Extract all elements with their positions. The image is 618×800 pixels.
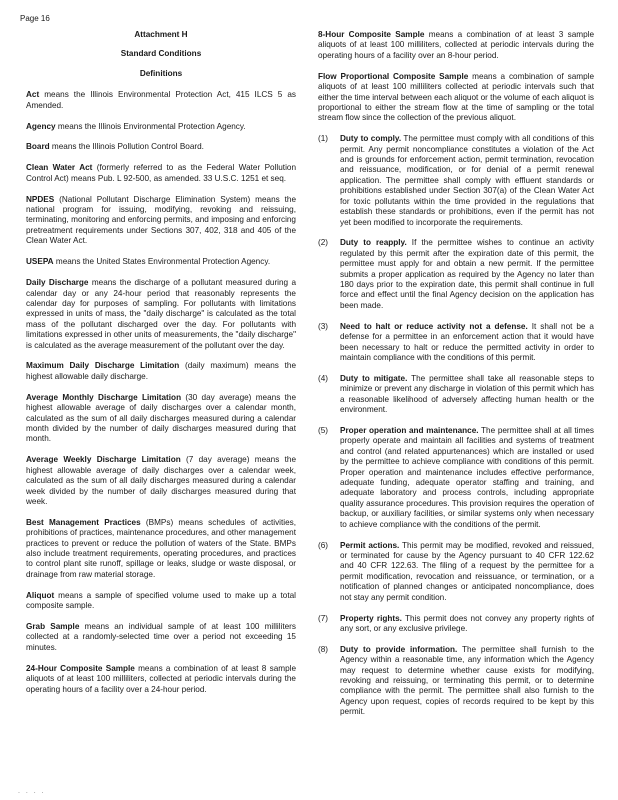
- right-definitions-list: [318, 30, 594, 124]
- condition-title: Duty to mitigate.: [340, 373, 408, 383]
- condition-item: [318, 426, 594, 530]
- condition-item: [318, 645, 594, 718]
- definition-paragraph: [26, 90, 296, 111]
- definition-term: Act: [26, 90, 40, 100]
- definition-term: Clean Water Act: [26, 163, 93, 173]
- condition-number: (5): [318, 426, 329, 435]
- condition-text: The permittee shall furnish to the Agency within a reasonable time, any information which the Agency may request to determine whether cause exists for modifying, revoking and reissuing, or terminating this permit, or to determine compliance with the permit. The permittee shall also furnish to the Agency upon request, copies of records required to be kept by this permit.: [340, 644, 594, 717]
- condition-number: (7): [318, 613, 329, 623]
- definition-text: (formerly referred to as the Federal Water Pollution Control Act) means Pub. L 92-500, as amended. 33 U.S.C. 1251 et seq.: [26, 163, 296, 183]
- condition-body: [340, 238, 594, 311]
- definition-text: means an individual sample of at least 100 milliliters collected at a randomly-selected time over a period not exceeding 15 minutes.: [26, 622, 296, 652]
- definitions-title: Definitions: [139, 68, 183, 78]
- condition-item: [318, 614, 594, 635]
- definition-paragraph: [26, 622, 296, 653]
- left-definitions-list: [26, 90, 296, 695]
- condition-body: [340, 541, 594, 603]
- condition-body: [340, 645, 594, 718]
- condition-body: [340, 374, 594, 416]
- definition-text: means the United States Environmental Protection Agency.: [53, 257, 271, 267]
- condition-title: Property rights.: [340, 613, 402, 623]
- definition-term: 8-Hour Composite Sample: [318, 30, 425, 39]
- definition-paragraph: [26, 664, 296, 695]
- attachment-title: Attachment H: [134, 30, 188, 39]
- condition-body: [340, 426, 594, 530]
- definition-text: means a combination of at least 3 sample aliquots of at least 100 milliliters, collected at periodic intervals during the operating hours of a facility over an 8-hour period.: [318, 30, 594, 60]
- condition-text: This permit may be modified, revoked and reissued, or terminated for cause by the Agency pursuant to 40 CFR 122.62 and 40 CFR 122.63. The filing of a request by the permittee for a permit modification, revocation and reissuance, or termination, or a notification of planned changes or anticipated noncompliance, does not stay any permit condition.: [340, 540, 594, 602]
- condition-body: [340, 134, 594, 228]
- definition-paragraph: [26, 122, 296, 132]
- definition-paragraph: [26, 257, 296, 267]
- definition-term: Flow Proportional Composite Sample: [318, 71, 469, 81]
- definition-text: means the Illinois Pollution Control Board.: [49, 142, 204, 152]
- condition-title: Proper operation and maintenance.: [340, 426, 479, 435]
- definition-term: Aliquot: [26, 590, 55, 600]
- definition-text: means the discharge of a pollutant measured during a calendar day or any 24-hour period that reasonably represents the calendar day for purposes of sampling. For pollutants with limitations expressed in units of mass, the "daily discharge" is calculated as the total mass of the pollutant discharged over the day. For pollutants with limitations expressed in other units of measurements, the "daily discharge" is calculated as the average measurement of the pollutant over the day.: [26, 278, 296, 350]
- definition-text: (daily maximum) means the highest allowable daily discharge.: [26, 361, 296, 381]
- definition-paragraph: [26, 393, 296, 445]
- condition-number: (3): [318, 321, 329, 331]
- definition-text: (7 day average) means the highest allowable average of daily discharges over a calendar week, calculated as the sum of all daily discharges measured during a calendar week divided by the number of daily discharges measured during that week.: [26, 455, 297, 506]
- definition-term: Grab Sample: [26, 622, 80, 632]
- definition-term: USEPA: [26, 257, 54, 267]
- section-title: Standard Conditions: [120, 49, 202, 59]
- definition-term: NPDES: [26, 194, 55, 204]
- condition-title: Need to halt or reduce activity not a defense.: [340, 321, 528, 331]
- definition-text: (BMPs) means schedules of activities, prohibitions of practices, maintenance procedures, and other management practices to prevent or reduce the pollution of waters of the State. BMPs also include treatment requirements, operating procedures, and practices to control plant site runoff, spillage or leaks, sludge or waste disposal, or drainage from raw material storage.: [26, 517, 296, 579]
- condition-item: [318, 134, 594, 228]
- definition-term: Maximum Daily Discharge Limitation: [26, 361, 180, 371]
- condition-item: [318, 238, 594, 311]
- definition-paragraph: [318, 30, 594, 61]
- page-number: Page 16: [20, 14, 50, 23]
- condition-text: This permit does not convey any property rights of any sort, or any exclusive privilege.: [340, 613, 595, 633]
- condition-item: [318, 541, 594, 603]
- condition-item: [318, 374, 594, 416]
- condition-number: (2): [318, 238, 329, 248]
- condition-text: The permittee shall at all times properly operate and maintain all facilities and systems of treatment and control (and related appurtenances) which are installed or used by the permittee to achieve compliance with conditions of this permit. Proper operation and maintenance includes effective performance, adequate funding, adequate operator staffing and training, and adequate laboratory and process controls, including appropriate quality assurance procedures. This provision requires the operation of backup, or auxiliary facilities, or similar systems only when necessary to achieve compliance with the conditions of the permit.: [340, 426, 594, 529]
- condition-number: (8): [318, 644, 329, 654]
- definition-term: Daily Discharge: [26, 278, 89, 288]
- definition-paragraph: [26, 591, 296, 612]
- definition-paragraph: [26, 518, 296, 580]
- condition-body: [340, 322, 594, 364]
- condition-body: [340, 614, 594, 635]
- definition-paragraph: [26, 455, 296, 507]
- condition-title: Duty to reapply.: [340, 238, 407, 248]
- definition-term: 24-Hour Composite Sample: [26, 663, 135, 673]
- condition-text: The permittee must comply with all conditions of this permit. Any permit noncompliance constitutes a violation of the Act and is grounds for enforcement action, permit termination, revocation and reissuance, modification, or for denial of a permit renewal application. The permittee shall comply with effluent standards or prohibitions established under Section 307(a) of the Clean Water Act for toxic pollutants within the time provided in the regulations that establish these standards or prohibitions, even if the permit has not yet been modified to incorporate the requirements.: [340, 134, 594, 227]
- definition-term: Board: [26, 142, 50, 152]
- definition-text: means the Illinois Environmental Protection Agency.: [55, 121, 246, 131]
- condition-title: Permit actions.: [340, 540, 400, 550]
- definition-text: (30 day average) means the highest allowable average of daily discharges over a calendar month, calculated as the sum of all daily discharges measured during a calendar month divided by the number of daily discharges measured during that month.: [26, 392, 297, 444]
- conditions-list: [318, 134, 594, 717]
- right-column: [318, 30, 594, 728]
- definition-paragraph: [26, 278, 296, 351]
- definition-text: means a combination of sample aliquots of at least 100 milliliters collected at periodic intervals such that either the time interval between each aliquot or the volume of each aliquot is proportional to either the stream flow at the time of sampling or the total stream flow since the collection of the previous aliquot.: [318, 71, 594, 123]
- condition-text: If the permittee wishes to continue an activity regulated by this permit after the expiration date of this permit, the permittee must apply for and obtain a new permit. If the permittee submits a proper application as required by the Agency no later than 180 days prior to the expiration date, this permit shall continue in full force and effect until the final Agency decision on the application has been made.: [340, 238, 595, 310]
- condition-text: It shall not be a defense for a permittee in an enforcement action that it would have been necessary to halt or reduce the permitted activity in order to maintain compliance with the conditions of this permit.: [340, 321, 594, 362]
- condition-title: Duty to comply.: [340, 134, 402, 144]
- footer-marks: . . . .: [18, 788, 46, 795]
- condition-item: [318, 322, 594, 364]
- definition-text: (National Pollutant Discharge Elimination System) means the national program for issuing, modifying, revoking and reissuing, terminating, monitoring and enforcing permits, and imposing and enforcing pretreatment requirements under Sections 307, 402, 318 and 405 of the Clean Water Act.: [26, 194, 296, 246]
- definition-term: Average Weekly Discharge Limitation: [26, 455, 181, 465]
- left-column: [26, 30, 296, 706]
- condition-number: (1): [318, 134, 329, 144]
- condition-number: (4): [318, 373, 329, 383]
- definition-text: means a combination of at least 8 sample aliquots of at least 100 milliliters, collected at periodic intervals during the operating hours of a facility over a 24-hour period.: [26, 663, 296, 694]
- condition-title: Duty to provide information.: [340, 644, 458, 654]
- condition-text: The permittee shall take all reasonable steps to minimize or prevent any discharge in violation of this permit which has a reasonable likelihood of adversely affecting human health or the environment.: [340, 373, 594, 415]
- definition-text: means the Illinois Environmental Protection Act, 415 ILCS 5 as Amended.: [26, 90, 296, 110]
- definition-paragraph: [318, 72, 594, 124]
- definition-term: Agency: [26, 121, 56, 131]
- definition-text: means a sample of specified volume used to make up a total composite sample.: [26, 590, 296, 611]
- condition-number: (6): [318, 540, 329, 550]
- definition-paragraph: [26, 142, 296, 152]
- definition-term: Best Management Practices: [26, 517, 141, 527]
- definition-paragraph: [26, 163, 296, 184]
- definition-term: Average Monthly Discharge Limitation: [26, 392, 182, 402]
- definition-paragraph: [26, 361, 296, 382]
- definition-paragraph: [26, 195, 296, 247]
